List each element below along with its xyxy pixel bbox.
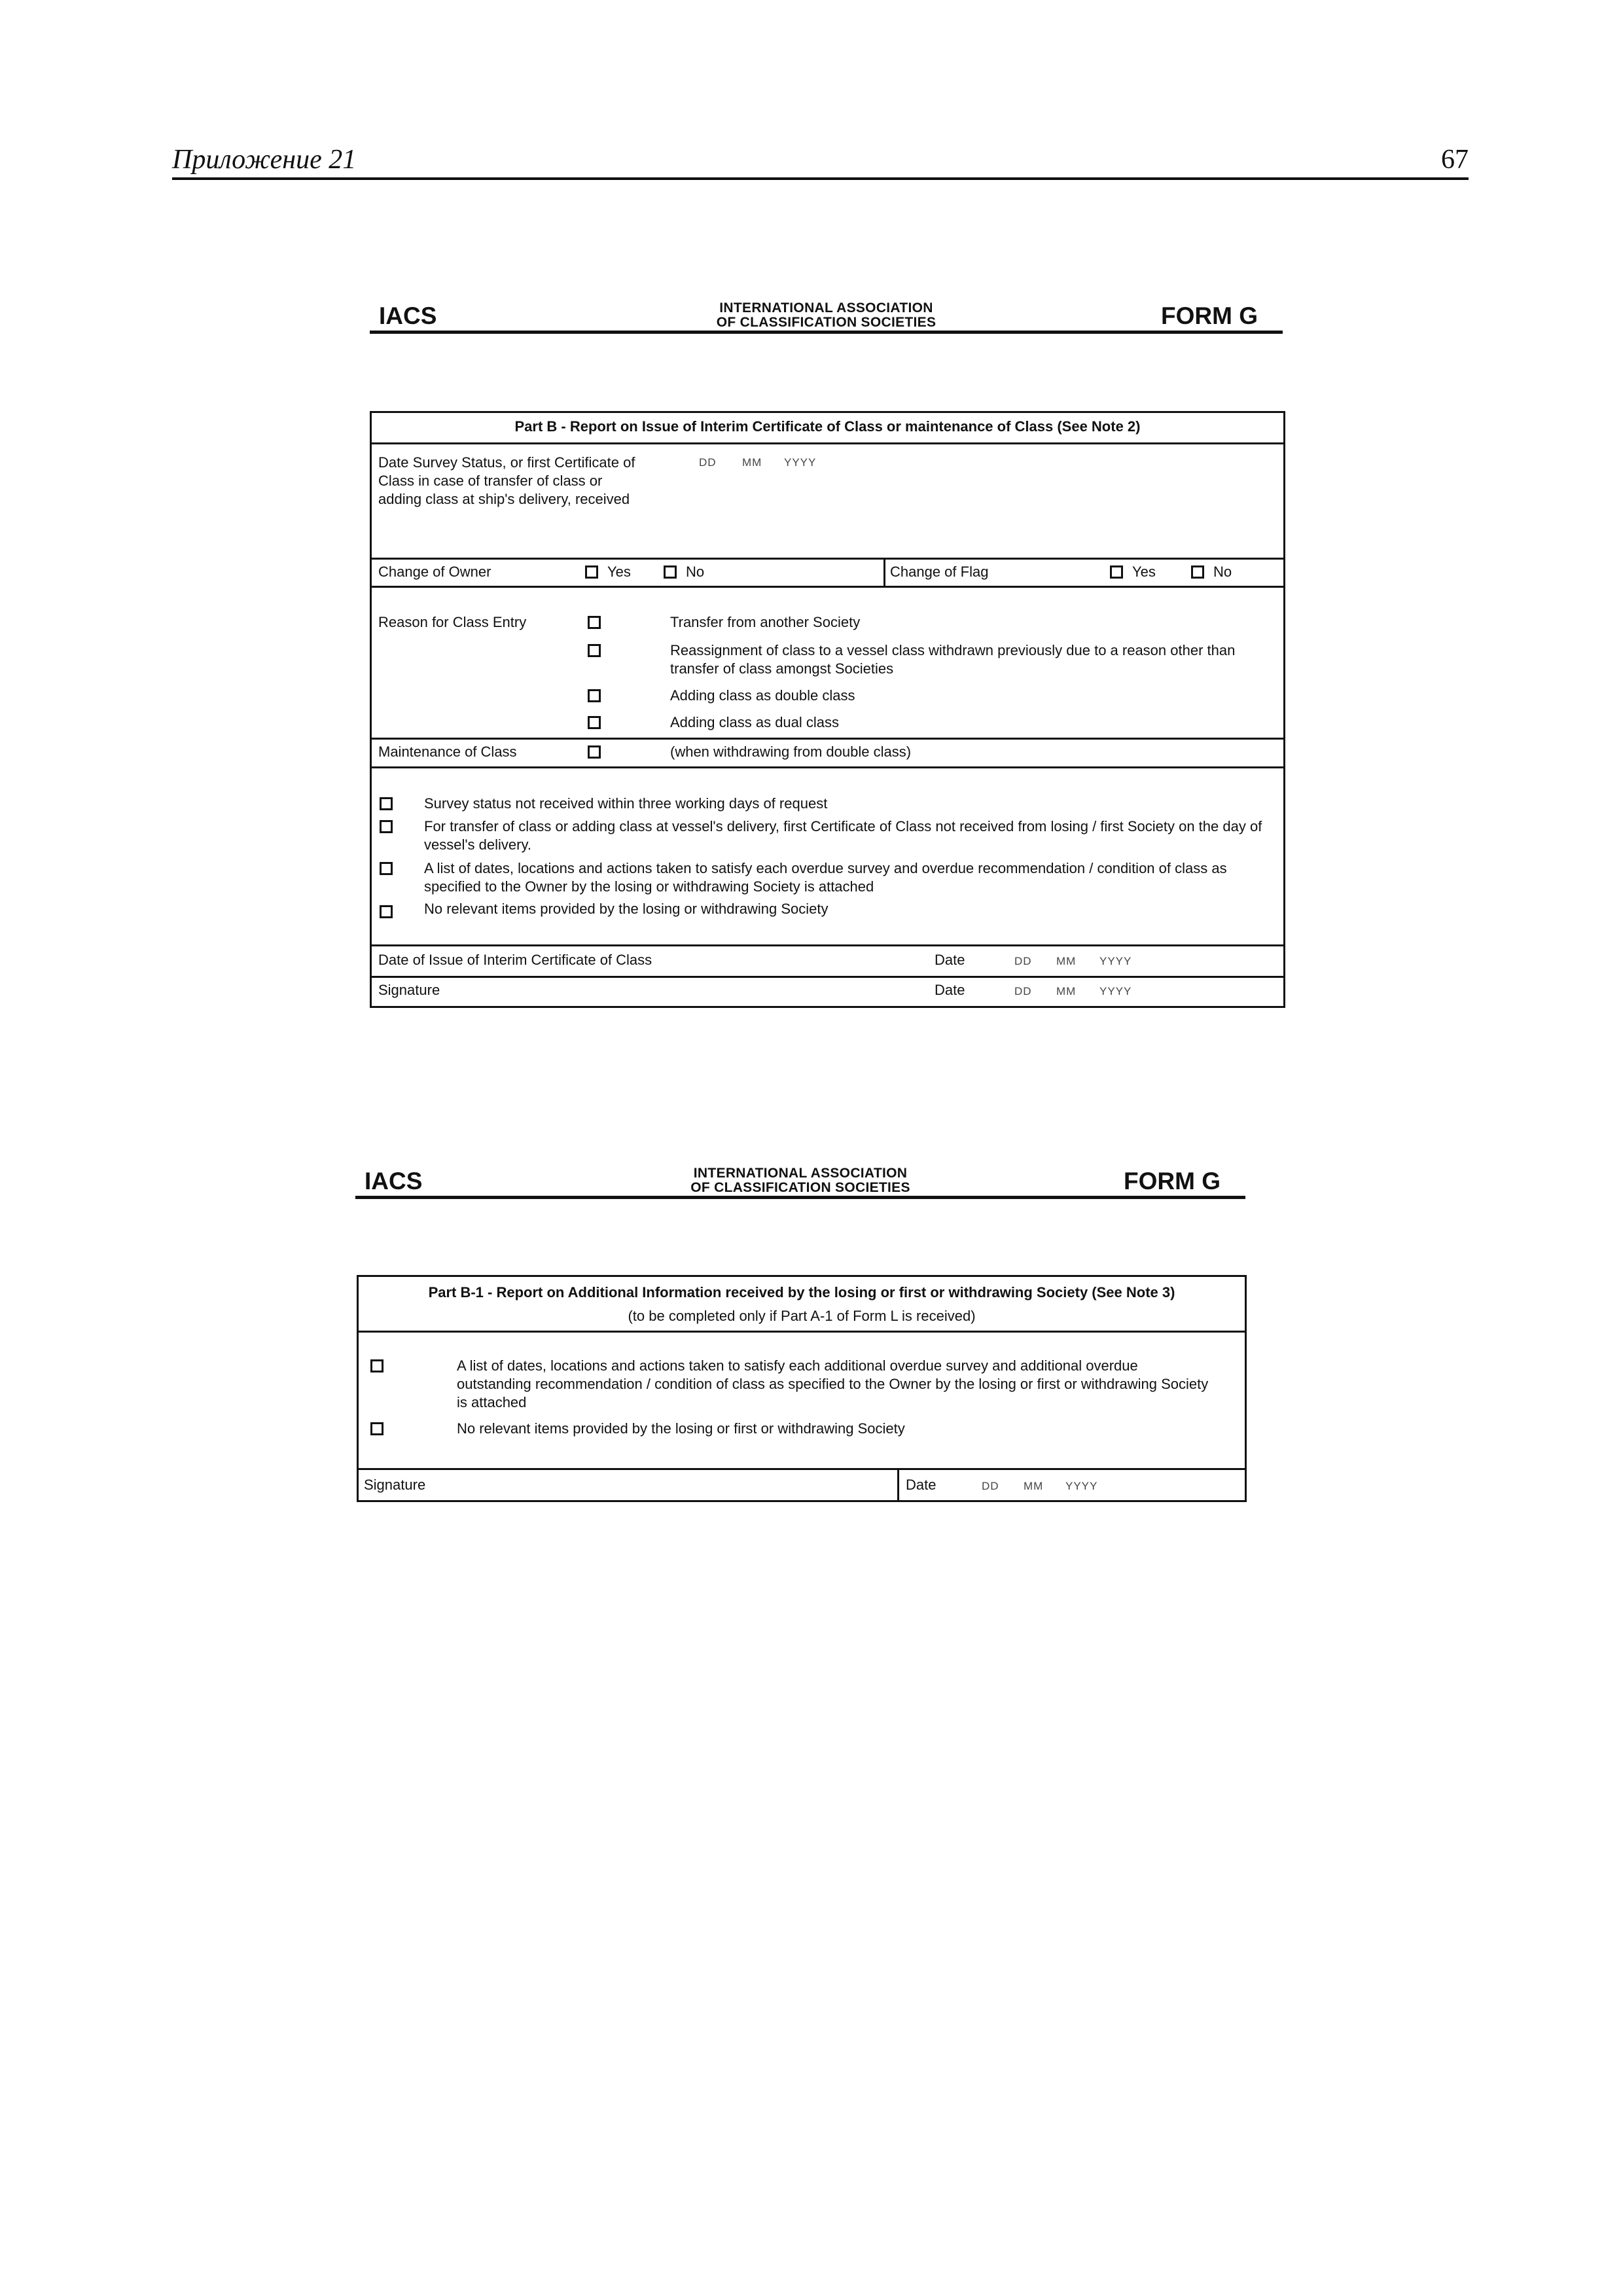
org-name-line2: OF CLASSIFICATION SOCIETIES: [690, 1180, 910, 1195]
org-name-line2: OF CLASSIFICATION SOCIETIES: [716, 315, 936, 330]
org-name: [370, 301, 1283, 330]
form-id: FORM G: [1161, 302, 1258, 329]
page-number: 67: [1441, 145, 1469, 175]
date-survey-label: Date Survey Status, or first Certificate of Class in case of transfer of class or adding class at ship's delivery, received: [378, 454, 635, 507]
reason-checkbox[interactable]: [588, 644, 601, 657]
owner-yes-label: Yes: [607, 564, 631, 580]
reason-option: Reassignment of class to a vessel class withdrawn previously due to a reason other than transfer of class amongst Societies: [670, 642, 1236, 677]
divider: [359, 1468, 1245, 1470]
mm-field[interactable]: MM: [742, 456, 762, 469]
item-text: A list of dates, locations and actions taken to satisfy each additional overdue survey and additional overdue outstanding recommendation / condition of class as specified to the Owner by the losing or first or withdrawing Society is attached: [457, 1357, 1209, 1410]
mm-field[interactable]: MM: [1056, 985, 1077, 997]
item-text: No relevant items provided by the losing or first or withdrawing Society: [457, 1420, 905, 1437]
divider: [372, 442, 1283, 444]
running-header-title: Приложение 21: [172, 145, 357, 175]
flag-no-checkbox[interactable]: [1191, 565, 1204, 579]
signature-label: Signature: [364, 1477, 426, 1493]
iacs-label: IACS: [365, 1168, 423, 1194]
part-b1-form: [357, 1275, 1247, 1502]
condition-checkbox[interactable]: [380, 820, 393, 833]
condition-text: No relevant items provided by the losing or withdrawing Society: [424, 901, 829, 917]
divider: [372, 766, 1283, 768]
mm-field[interactable]: MM: [1056, 955, 1077, 967]
owner-yes-checkbox[interactable]: [585, 565, 598, 579]
item-checkbox[interactable]: [370, 1359, 383, 1372]
divider: [372, 586, 1283, 588]
yyyy-field[interactable]: YYYY: [1099, 955, 1132, 967]
change-flag-label: Change of Flag: [890, 564, 989, 580]
dd-field[interactable]: DD: [982, 1480, 999, 1492]
dd-field[interactable]: DD: [1014, 985, 1032, 997]
condition-checkbox[interactable]: [380, 797, 393, 810]
running-header-rule: [172, 177, 1469, 180]
org-name-line1: INTERNATIONAL ASSOCIATION: [719, 300, 933, 315]
date-label: Date: [935, 952, 965, 968]
reason-option: Transfer from another Society: [670, 614, 861, 630]
condition-text: Survey status not received within three working days of request: [424, 795, 828, 812]
divider: [883, 558, 885, 586]
dd-field[interactable]: DD: [1014, 955, 1032, 967]
date-label: Date: [906, 1477, 936, 1493]
reason-option: Adding class as double class: [670, 687, 855, 704]
owner-no-checkbox[interactable]: [664, 565, 677, 579]
reason-checkbox[interactable]: [588, 716, 601, 729]
flag-yes-checkbox[interactable]: [1110, 565, 1123, 579]
dd-field[interactable]: DD: [699, 456, 717, 469]
org-name-line1: INTERNATIONAL ASSOCIATION: [693, 1166, 908, 1181]
maintenance-checkbox[interactable]: [588, 745, 601, 759]
divider: [359, 1331, 1245, 1333]
interim-date-label: Date of Issue of Interim Certificate of Class: [378, 952, 652, 968]
org-name: [355, 1166, 1245, 1195]
condition-text: A list of dates, locations and actions taken to satisfy each overdue survey and overdue recommendation / condition of class as specified to the Owner by the losing or withdrawing Society is attached: [424, 860, 1227, 895]
divider: [372, 558, 1283, 560]
maintenance-label: Maintenance of Class: [378, 744, 517, 760]
divider: [372, 944, 1283, 946]
condition-checkbox[interactable]: [380, 862, 393, 875]
change-owner-label: Change of Owner: [378, 564, 491, 580]
reason-checkbox[interactable]: [588, 616, 601, 629]
divider: [897, 1468, 899, 1501]
part-b1-title: Part B-1 - Report on Additional Information received by the losing or first or withdrawing Society (See Note 3): [428, 1284, 1175, 1300]
condition-checkbox[interactable]: [380, 905, 393, 918]
part-b-form: [370, 411, 1285, 1008]
condition-text: For transfer of class or adding class at vessel's delivery, first Certificate of Class not received from losing / first Society on the day of vessel's delivery.: [424, 818, 1262, 853]
divider: [372, 976, 1283, 978]
iacs-label: IACS: [379, 302, 437, 329]
signature-label: Signature: [378, 982, 440, 998]
flag-yes-label: Yes: [1132, 564, 1156, 580]
flag-no-label: No: [1213, 564, 1232, 580]
part-b1-subtitle: (to be completed only if Part A-1 of Form L is received): [628, 1308, 976, 1324]
yyyy-field[interactable]: YYYY: [1099, 985, 1132, 997]
form-id: FORM G: [1124, 1168, 1221, 1194]
reason-checkbox[interactable]: [588, 689, 601, 702]
item-checkbox[interactable]: [370, 1422, 383, 1435]
form-header-rule: [370, 331, 1283, 334]
form-header: [355, 1160, 1245, 1199]
yyyy-field[interactable]: YYYY: [784, 456, 817, 469]
part-b-title: Part B - Report on Issue of Interim Certificate of Class or maintenance of Class (See Note 2): [514, 418, 1141, 435]
yyyy-field[interactable]: YYYY: [1065, 1480, 1098, 1492]
form-header-rule: [355, 1196, 1245, 1199]
form-header: [370, 295, 1283, 334]
owner-no-label: No: [686, 564, 705, 580]
reason-option: Adding class as dual class: [670, 714, 840, 730]
mm-field[interactable]: MM: [1024, 1480, 1044, 1492]
date-label: Date: [935, 982, 965, 998]
maintenance-option: (when withdrawing from double class): [670, 744, 912, 760]
reason-label: Reason for Class Entry: [378, 614, 527, 630]
divider: [372, 738, 1283, 740]
